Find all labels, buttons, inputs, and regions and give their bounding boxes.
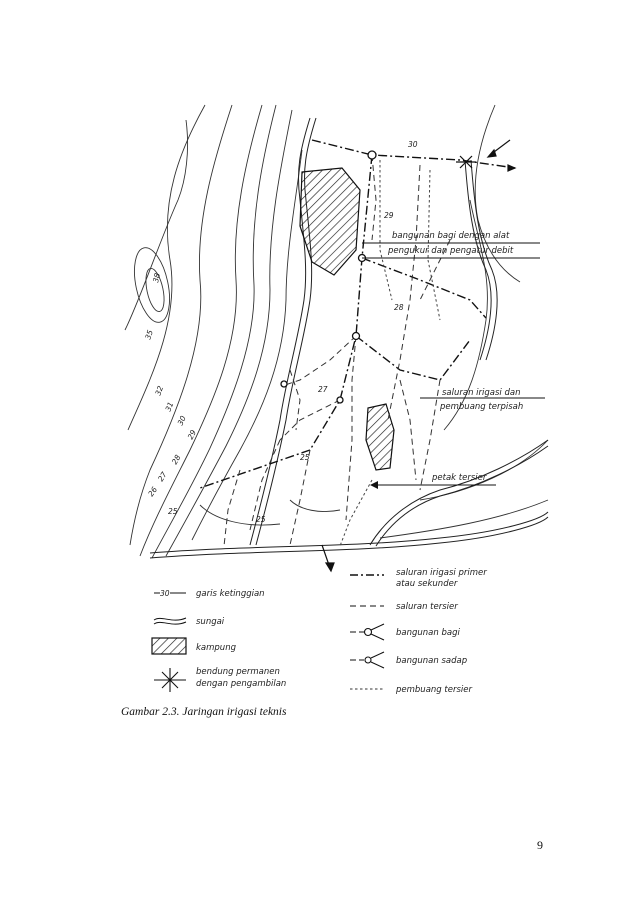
svg-text:30: 30 — [408, 140, 418, 149]
svg-text:saluran tersier: saluran tersier — [396, 602, 458, 612]
svg-text:pengukur dan pengatur debit: pengukur dan pengatur debit — [388, 246, 514, 256]
svg-text:38: 38 — [151, 272, 162, 284]
legend-offtake-structure — [350, 652, 467, 668]
legend-tertiary-canal — [350, 602, 458, 612]
svg-text:bangunan bagi dengan alat: bangunan bagi dengan alat — [392, 231, 510, 241]
weir-intake — [456, 156, 476, 168]
svg-text:atau sekunder: atau sekunder — [396, 579, 458, 589]
svg-text:kampung: kampung — [196, 643, 236, 653]
svg-text:25: 25 — [256, 515, 266, 524]
svg-text:sungai: sungai — [196, 617, 225, 627]
svg-text:35: 35 — [143, 328, 155, 341]
svg-text:27: 27 — [156, 470, 169, 484]
svg-text:saluran irigasi primer: saluran irigasi primer — [396, 568, 487, 578]
svg-text:garis ketinggian: garis ketinggian — [196, 589, 265, 599]
village-areas — [300, 168, 394, 470]
svg-text:pembuang tersier: pembuang tersier — [396, 685, 472, 695]
svg-text:29: 29 — [185, 428, 199, 441]
legend — [152, 568, 487, 695]
legend-weir — [154, 668, 186, 692]
svg-text:bendung permanen: bendung permanen — [196, 667, 280, 677]
legend-division-structure — [350, 624, 460, 640]
svg-text:28: 28 — [394, 303, 404, 312]
svg-text:30: 30 — [175, 414, 188, 427]
svg-text:pembuang terpisah: pembuang terpisah — [440, 402, 524, 412]
svg-text:dengan pengambilan: dengan pengambilan — [196, 679, 287, 689]
svg-text:28: 28 — [169, 453, 183, 466]
legend-primary-canal — [350, 568, 487, 589]
page-number: 9 — [537, 838, 543, 852]
svg-text:petak tersier: petak tersier — [432, 473, 487, 483]
svg-text:26: 26 — [146, 485, 160, 499]
svg-text:27: 27 — [318, 385, 328, 394]
svg-text:saluran irigasi dan: saluran irigasi dan — [442, 388, 521, 398]
legend-river — [154, 617, 225, 627]
figure-caption: Gambar 2.3. Jaringan irigasi teknis — [121, 706, 287, 718]
svg-text:31: 31 — [163, 400, 176, 413]
svg-text:29: 29 — [384, 211, 394, 220]
svg-text:25: 25 — [300, 453, 310, 462]
svg-text:25: 25 — [168, 507, 178, 516]
svg-text:bangunan sadap: bangunan sadap — [396, 656, 468, 666]
svg-text:32: 32 — [153, 384, 166, 397]
svg-text:30: 30 — [160, 589, 170, 598]
svg-text:bangunan bagi: bangunan bagi — [396, 628, 460, 638]
legend-village — [152, 638, 237, 654]
legend-tertiary-drain — [350, 685, 472, 695]
legend-contour — [154, 587, 265, 599]
